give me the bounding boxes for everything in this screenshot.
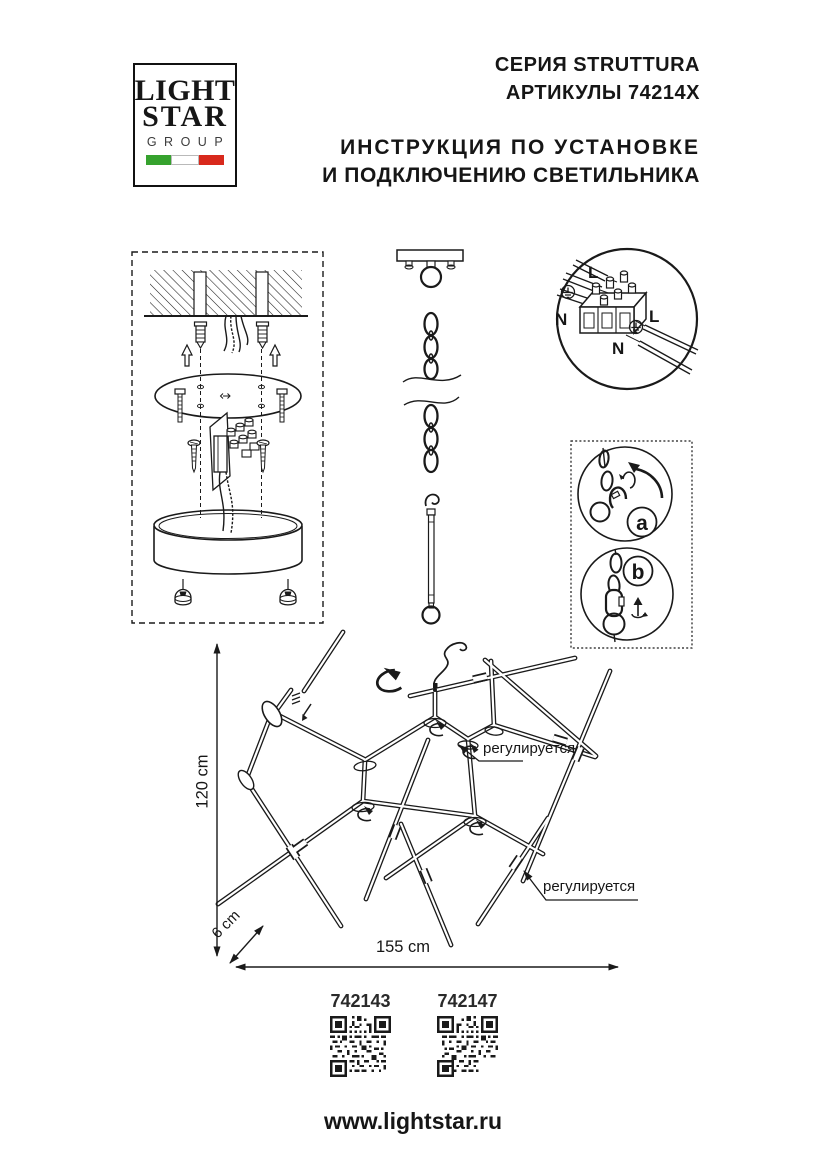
suspension-chain [403, 313, 461, 472]
height-dimension-label: 120 cm [193, 754, 212, 809]
italian-flag-icon [146, 155, 224, 165]
fixing-screw-right [257, 440, 269, 472]
live-in-label: L [588, 263, 599, 282]
website-url: www.lightstar.ru [323, 1108, 503, 1134]
flag-white-stripe [171, 155, 198, 165]
screw-in-hint [292, 693, 311, 721]
articles-title: АРТИКУЛЫ 74214X [505, 82, 700, 104]
adjustable-note-2: регулируется [543, 878, 636, 895]
mount-screw-right [277, 389, 287, 422]
flag-red-stripe [199, 155, 224, 165]
wall-plug-left [195, 322, 207, 348]
terminal-block-assembly [210, 413, 259, 490]
ceiling-hatch [144, 270, 308, 316]
suspension-parts [385, 243, 480, 628]
instruction-title-line2: И ПОДКЛЮЧЕНИЮ СВЕТИЛЬНИКА [322, 164, 700, 187]
hook-rod [423, 495, 440, 624]
mains-wires [224, 316, 248, 353]
mount-screw-left [175, 389, 185, 422]
ceiling-bracket [397, 250, 463, 287]
article-number-2: 742147 [437, 991, 498, 1011]
step-a-detail [578, 447, 672, 541]
depth-dimension-label: 6 cm [208, 906, 244, 943]
neutral-in-label: N [555, 310, 568, 329]
chain-adjust-steps [570, 437, 694, 651]
qr-code-742147 [437, 1016, 498, 1077]
cap-nut-right [280, 579, 296, 605]
adjustable-note-1: регулируется [483, 740, 576, 757]
chandelier-drawing [183, 628, 648, 978]
live-out-label: L [649, 307, 660, 326]
ceiling-mount-diagram [130, 246, 326, 626]
header-titles [322, 55, 700, 193]
series-title: СЕРИЯ STRUTTURA [494, 54, 700, 76]
qr-code-742143 [330, 1016, 391, 1077]
wall-plug-right [257, 322, 269, 348]
depth-dimension-line [230, 926, 263, 963]
insert-arrow-icon [270, 345, 280, 366]
logo-word-group: GROUP [146, 134, 231, 149]
canopy-drum [154, 510, 302, 574]
neutral-out-label: N [612, 339, 625, 358]
rod-network [218, 632, 610, 945]
flag-green-stripe [146, 155, 171, 165]
instruction-title-line1: ИНСТРУКЦИЯ ПО УСТАНОВКЕ [340, 136, 700, 159]
width-dimension-label: 155 cm [375, 938, 431, 956]
wiring-detail [552, 245, 702, 395]
insert-arrow-icon [182, 345, 192, 366]
cap-nut-left [175, 579, 191, 605]
logo-word-star: STAR [142, 100, 228, 134]
logo-word-light: LIGHT [134, 74, 236, 107]
fixing-screw-left [188, 440, 200, 472]
mounting-plate [155, 374, 301, 418]
article-number-1: 742143 [330, 991, 391, 1011]
step-b-label: b [631, 561, 645, 584]
step-a-label: a [636, 512, 648, 535]
lightstar-logo [133, 63, 237, 187]
